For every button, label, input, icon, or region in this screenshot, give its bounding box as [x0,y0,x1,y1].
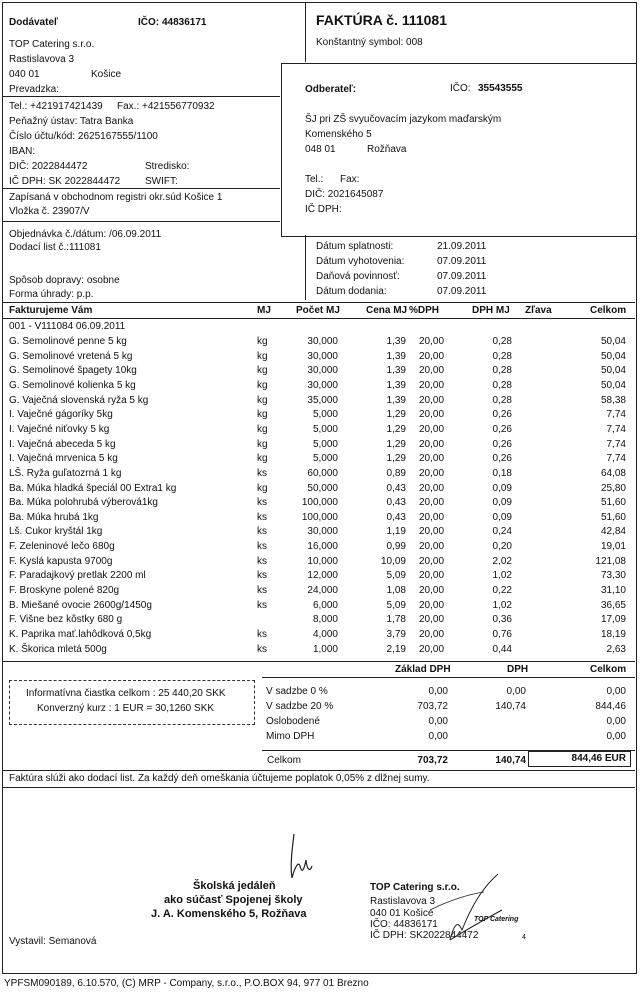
supplier-city: Košice [91,69,122,80]
item-vat: 20,00 [419,438,445,450]
supplier-title: Dodávateľ [9,17,58,28]
item-vat: 20,00 [419,511,445,523]
item-unit: ks [257,541,267,553]
date-value: 07.09.2011 [437,271,487,282]
item-total: 121,08 [595,555,626,567]
table-row [0,644,640,659]
item-quantity: 30,000 [307,350,338,362]
item-quantity: 35,000 [307,394,338,406]
item-unit: kg [257,336,268,347]
summary-row-base: 0,00 [428,716,448,727]
item-vat: 20,00 [419,365,445,377]
invoice-title: FAKTÚRA č. 111081 [316,12,447,28]
summary-row-base: 0,00 [428,686,448,697]
item-total: 18,19 [600,629,626,640]
header-divider [305,2,306,62]
supplier-swift: SWIFT: [145,176,178,187]
item-dph: 0,76 [492,629,512,640]
item-unit: ks [257,555,267,567]
item-dph: 0,44 [492,643,512,655]
supplier-stamp-number: 4 [522,934,526,941]
item-price: 1,19 [386,526,406,538]
table-row [0,439,640,454]
date-label: Dátum splatnosti: [316,241,394,252]
item-quantity: 5,000 [312,453,338,465]
item-name: Ba. Múka hrubá 1kg [9,511,99,523]
item-price: 5,09 [386,570,406,582]
item-name: B. Miešané ovocie 2600g/1450g [9,599,152,611]
item-vat: 20,00 [419,599,445,611]
item-name: Ba. Múka polohrubá výberová1kg [9,497,158,509]
issuer: Vystavil: Semanová [9,936,97,947]
item-name: F. Zeleninové lečo 680g [9,541,115,553]
customer-ico-label: IČO: [450,83,471,94]
item-price: 1,29 [386,423,406,435]
info-amount: Informatívna čiastka celkom : 25 440,20 SKK [26,688,226,699]
item-total: 64,08 [600,467,626,479]
item-quantity: 100,000 [301,497,338,509]
supplier-phone: Tel.: +421917421439 [9,101,103,112]
table-row [0,409,640,424]
item-quantity: 1,000 [312,643,338,655]
item-price: 0,99 [386,541,406,553]
item-quantity: 60,000 [307,467,338,479]
item-vat: 20,00 [419,409,445,421]
table-row [0,380,640,395]
delivery-note: Dodací list č.:111081 [9,242,101,253]
item-unit: kg [257,453,268,465]
item-dph: 0,28 [492,336,512,347]
item-vat: 20,00 [419,643,445,655]
item-quantity: 5,000 [312,423,338,435]
payment-note: Faktúra slúži ako dodací list. Za každý deň omeškania účtujeme poplatok 0,05% z dlžnej sumy. [9,773,430,784]
item-vat: 20,00 [419,570,445,582]
item-vat: 20,00 [419,350,445,362]
dates-divider [305,235,306,300]
table-row [0,395,640,410]
table-ref [0,321,640,336]
item-total: 50,04 [600,350,626,362]
table-row [0,541,640,556]
table-row [0,556,640,571]
item-unit: ks [257,511,267,523]
item-dph: 0,09 [492,497,512,509]
note-top-line [2,770,635,771]
item-quantity: 5,000 [312,409,338,421]
item-price: 1,39 [386,350,406,362]
item-vat: 20,00 [419,379,445,391]
item-vat: 20,00 [419,614,445,626]
date-value: 07.09.2011 [437,256,487,267]
item-unit: ks [257,599,267,611]
summary-header-line [262,677,635,678]
item-price: 1,29 [386,438,406,450]
supplier-stamp-line5: IČ DPH: SK2022844472 [370,930,479,941]
item-name: G. Semolinové penne 5 kg [9,336,127,347]
customer-dic: DIČ: 2021645087 [305,189,384,200]
item-unit: kg [257,438,268,450]
date-label: Dátum dodania: [316,286,387,297]
table-top-line [2,302,635,303]
customer-tel: Tel.: [305,174,324,185]
footer-text: YPFSM090189, 6.10.570, (C) MRP - Company, s.r.o., P.O.BOX 94, 977 01 Brezno [4,978,369,989]
summary-row-base: 703,72 [417,701,448,712]
order-reference: 001 - V111084 06.09.2011 [9,321,126,332]
item-name: Ba. Múka hladká špeciál 00 Extra1 kg [9,482,177,494]
table-row [0,483,640,498]
item-total: 7,74 [606,409,626,421]
item-unit: kg [257,350,268,362]
item-price: 0,89 [386,467,406,479]
item-name: Lš. Cukor kryštál 1kg [9,526,103,538]
item-dph: 0,28 [492,365,512,377]
supplier-bank: Peňažný ústav: Tatra Banka [9,116,134,127]
item-name: I. Vaječná abeceda 5 kg [9,438,116,450]
item-name: G. Semolinové kolienka 5 kg [9,379,136,391]
item-dph: 1,02 [492,599,512,611]
item-vat: 20,00 [419,482,445,494]
item-price: 1,39 [386,365,406,377]
table-row [0,424,640,439]
register-divider-2 [2,221,280,222]
item-dph: 1,02 [492,570,512,582]
table-row [0,336,640,351]
supplier-register-2: Vložka č. 23907/V [9,206,90,217]
summary-row-label: V sadzbe 20 % [266,701,334,712]
col-discount-header: Zľava [525,305,552,316]
supplier-account: Číslo účtu/kód: 2625167555/1100 [9,131,158,142]
item-dph: 0,22 [492,585,512,597]
supplier-stamp-line2: Rastislavova 3 [370,896,436,907]
item-unit: ks [257,526,267,538]
item-unit: ks [257,467,267,479]
item-unit: ks [257,570,267,582]
col-dph-header: DPH MJ [472,305,510,316]
col-qty-header: Počet MJ [296,305,340,316]
item-dph: 0,24 [492,526,512,538]
table-row [0,512,640,527]
customer-stamp-line3: J. A. Komenského 5, Rožňava [151,908,307,920]
supplier-office: Prevadzka: [9,84,60,95]
item-quantity: 12,000 [307,570,338,582]
item-total: 58,38 [600,394,626,406]
summary-row-label: Mimo DPH [266,731,315,742]
item-unit: kg [257,394,268,406]
item-vat: 20,00 [419,467,445,479]
customer-title: Odberateľ: [305,84,357,95]
table-row [0,570,640,585]
item-dph: 0,26 [492,453,512,465]
item-quantity: 16,000 [307,541,338,553]
item-vat: 20,00 [419,585,445,597]
customer-stamp-line1: Školská jedáleň [193,880,276,892]
item-vat: 20,00 [419,541,445,553]
customer-ico: 35543555 [478,83,523,94]
customer-icdph: IČ DPH: [305,204,342,215]
item-unit: ks [257,629,267,640]
summary-total-header: Celkom [590,664,627,675]
item-price: 1,08 [386,585,406,597]
date-value: 07.09.2011 [437,286,487,297]
item-total: 36,65 [600,599,626,611]
item-price: 1,78 [386,614,406,626]
item-name: F. Paradajkový pretlak 2200 ml [9,570,146,582]
item-unit: kg [257,379,268,391]
item-dph: 0,28 [492,350,512,362]
info-conversion: Konverzný kurz : 1 EUR = 30,1260 SKK [37,703,215,714]
date-label: Daňová povinnosť: [316,271,400,282]
supplier-stamp-script: TOP Catering [474,916,519,923]
summary-base-header: Základ DPH [395,664,451,675]
item-total: 17,09 [600,614,626,626]
supplier-iban: IBAN: [9,146,36,157]
item-dph: 0,28 [492,394,512,406]
summary-row-base: 0,00 [428,731,448,742]
item-price: 0,43 [386,511,406,523]
date-value: 21.09.2011 [437,241,487,252]
item-name: G. Vaječná slovenská ryža 5 kg [9,394,149,406]
item-quantity: 30,000 [307,379,338,391]
supplier-icdph: IČ DPH: SK 2022844472 [9,176,121,187]
item-dph: 0,36 [492,614,512,626]
item-quantity: 4,000 [312,629,338,640]
item-name: I. Vaječná mrvenica 5 kg [9,453,118,465]
item-quantity: 30,000 [307,365,338,377]
table-row [0,497,640,512]
customer-name: ŠJ pri ZŠ svyučovacím jazykom maďarským [305,114,502,125]
customer-street: Komenského 5 [305,129,372,140]
supplier-divider [2,96,280,97]
item-vat: 20,00 [419,526,445,538]
item-quantity: 24,000 [307,585,338,597]
transport-method: Spôsob dopravy: osobne [9,275,120,286]
payment-method: Forma úhrady: p.p. [9,289,94,300]
item-price: 3,79 [386,629,406,640]
signature-customer [280,830,330,890]
table-row [0,629,640,644]
supplier-dic: DIČ: 2022844472 [9,161,88,172]
item-total: 50,04 [600,365,626,377]
item-unit: ks [257,643,267,655]
item-unit: ks [257,497,267,509]
summary-dph-header: DPH [507,664,529,675]
grand-total: 844,46 EUR [571,753,626,764]
summary-row-total: 844,46 [595,701,626,712]
supplier-stredisko: Stredisko: [145,161,190,172]
item-dph: 2,02 [492,555,512,567]
col-total-header: Celkom [590,305,627,316]
table-row [0,614,640,629]
table-row [0,365,640,380]
item-name: I. Vaječné gágoríky 5kg [9,409,113,421]
summary-row-dph: 140,74 [495,701,526,712]
item-name: K. Paprika mať.lahôdková 0,5kg [9,629,152,640]
supplier-stamp-line3: 040 01 Košice [370,908,434,919]
item-dph: 0,26 [492,409,512,421]
table-row [0,468,640,483]
item-price: 1,29 [386,453,406,465]
table-row [0,585,640,600]
supplier-ico-label: IČO: [138,17,160,28]
supplier-zip: 040 01 [9,69,40,80]
item-price: 10,09 [380,555,406,567]
item-name: G. Semolinové vretená 5 kg [9,350,133,362]
item-price: 0,43 [386,482,406,494]
summary-total-base: 703,72 [417,755,448,766]
item-name: F. Broskyne polené 820g [9,585,120,597]
item-vat: 20,00 [419,394,445,406]
item-total: 7,74 [606,453,626,465]
item-total: 50,04 [600,336,626,347]
item-quantity: 30,000 [307,336,338,347]
item-vat: 20,00 [419,555,445,567]
item-unit: ks [257,585,267,597]
item-unit: kg [257,409,268,421]
item-total: 51,60 [600,497,626,509]
item-unit: kg [257,423,268,435]
constant-symbol: Konštantný symbol: 008 [316,37,423,48]
item-vat: 20,00 [419,453,445,465]
item-total: 25,80 [600,482,626,494]
item-price: 5,09 [386,599,406,611]
item-total: 50,04 [600,379,626,391]
summary-row-label: Oslobodené [266,716,320,727]
item-name: I. Vaječné niťovky 5 kg [9,423,110,435]
item-total: 19,01 [600,541,626,553]
item-price: 2,19 [386,643,406,655]
customer-zip: 048 01 [305,144,336,155]
item-dph: 0,18 [492,467,512,479]
summary-row-total: 0,00 [606,731,626,742]
summary-row-total: 0,00 [606,716,626,727]
col-price-header: Cena MJ [366,305,408,316]
summary-top-line [2,661,635,662]
item-dph: 0,09 [492,511,512,523]
item-dph: 0,20 [492,541,512,553]
item-name: K. Škorica mletá 500g [9,643,107,655]
summary-total-dph: 140,74 [495,755,526,766]
table-row [0,526,640,541]
summary-row-label: V sadzbe 0 % [266,686,328,697]
item-unit: kg [257,365,268,377]
item-vat: 20,00 [419,423,445,435]
supplier-stamp-line4: IČO: 44836171 [370,919,438,930]
item-price: 1,39 [386,379,406,391]
customer-fax: Fax: [340,174,360,185]
item-dph: 0,26 [492,423,512,435]
item-price: 0,43 [386,497,406,509]
item-quantity: 10,000 [307,555,338,567]
item-total: 7,74 [606,438,626,450]
supplier-name: TOP Catering s.r.o. [9,39,95,50]
note-bottom-line [2,787,635,788]
item-price: 1,39 [386,394,406,406]
supplier-street: Rastislavova 3 [9,54,75,65]
item-quantity: 50,000 [307,482,338,494]
item-price: 1,29 [386,409,406,421]
col-mj-header: MJ [257,305,271,316]
summary-row-dph: 0,00 [506,686,526,697]
item-total: 42,84 [600,526,626,538]
item-quantity: 5,000 [312,438,338,450]
table-row [0,453,640,468]
item-vat: 20,00 [419,629,445,640]
register-divider [2,188,280,189]
item-total: 7,74 [606,423,626,435]
signature-supplier [410,870,510,950]
item-total: 73,30 [600,570,626,582]
item-vat: 20,00 [419,497,445,509]
item-name: F. Kyslá kapusta 9700g [9,555,113,567]
item-price: 1,39 [386,336,406,347]
item-dph: 0,28 [492,379,512,391]
item-name: F. Višne bez kôstky 680 g [9,614,123,626]
item-name: G. Semolinové špagety 10kg [9,365,137,377]
item-unit: kg [257,482,268,494]
item-quantity: 100,000 [301,511,338,523]
item-quantity: 30,000 [307,526,338,538]
table-header-line [2,318,635,319]
col-vat-header: %DPH [409,305,440,316]
supplier-ico: 44836171 [162,17,207,28]
supplier-fax: Fax.: +421556770932 [117,101,215,112]
summary-row-total: 0,00 [606,686,626,697]
item-dph: 0,09 [492,482,512,494]
item-total: 2,63 [606,643,626,655]
summary-total-label: Celkom [267,755,301,766]
item-quantity: 6,000 [312,599,338,611]
item-total: 31,10 [600,585,626,597]
customer-stamp-line2: ako súčasť Spojenej školy [164,894,303,906]
item-vat: 20,00 [419,336,445,347]
table-row [0,600,640,615]
item-name: LŠ. Ryža guľatozrná 1 kg [9,467,122,479]
date-label: Dátum vyhotovenia: [316,256,405,267]
supplier-stamp-line1: TOP Catering s.r.o. [370,882,460,893]
item-total: 51,60 [600,511,626,523]
customer-city: Rožňava [367,144,407,155]
supplier-register-1: Zapísaná v obchodnom registri okr.súd Košice 1 [9,192,223,203]
item-quantity: 8,000 [312,614,338,626]
item-dph: 0,26 [492,438,512,450]
order-info: Objednávka č./dátum: /06.09.2011 [9,229,162,240]
col-name-header: Fakturujeme Vám [9,305,93,316]
table-row [0,351,640,366]
